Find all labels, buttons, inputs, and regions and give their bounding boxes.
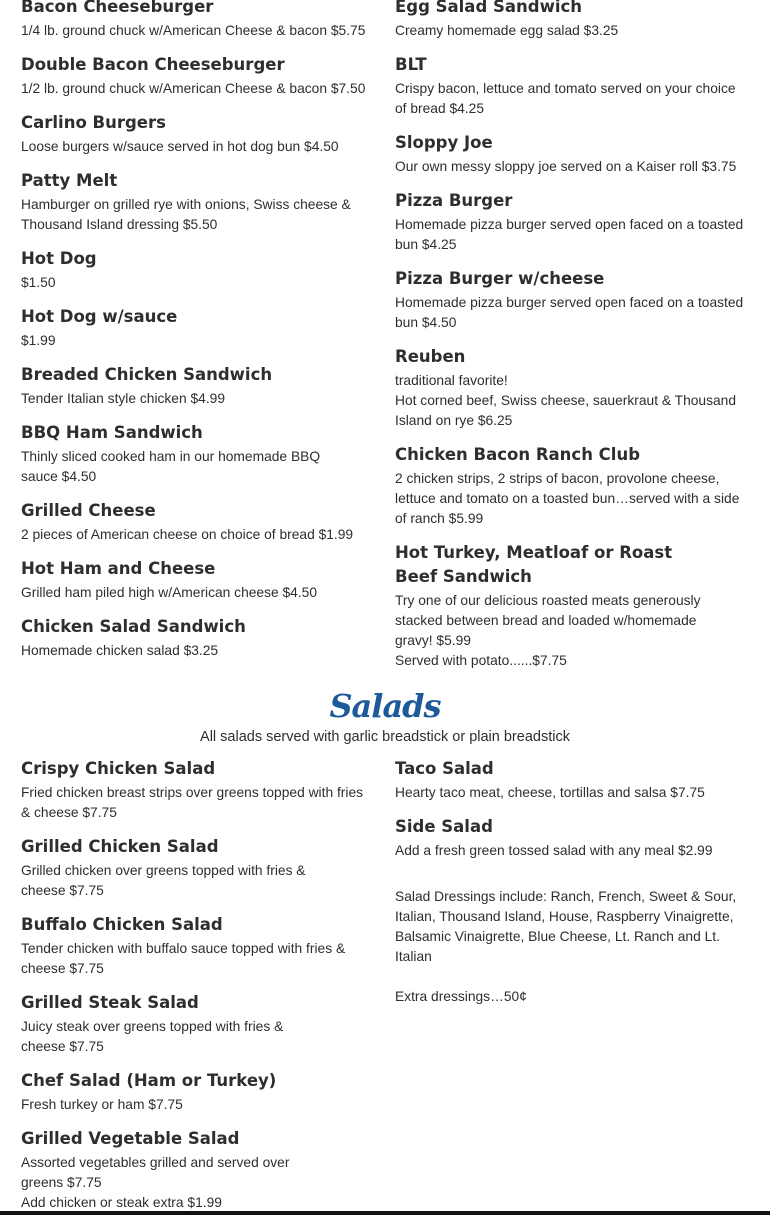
item-name: Breaded Chicken Sandwich	[21, 365, 273, 384]
item-name: Patty Melt	[21, 171, 118, 190]
item-name: BBQ Ham Sandwich	[21, 423, 203, 442]
menu-item	[21, 305, 381, 351]
menu-item	[21, 247, 381, 293]
menu-item	[21, 421, 381, 487]
item-description: Creamy homemade egg salad $3.25	[395, 23, 619, 38]
menu-item	[21, 363, 381, 409]
item-description: $1.50	[21, 275, 56, 290]
salad-dressings-note: Salad Dressings include: Ranch, French, Sweet & Sour, Italian, Thousand Island, House, Raspberry Vinaigrette, Balsamic Vinaigrette, Blue Cheese, Lt. Ranch and Lt. Italian	[395, 889, 737, 964]
item-description: Grilled chicken over greens topped with fries & cheese $7.75	[21, 863, 306, 898]
item-description: Crispy bacon, lettuce and tomato served on your choice of bread $4.25	[395, 81, 736, 116]
item-name: Grilled Vegetable Salad	[21, 1129, 240, 1148]
item-description: Juicy steak over greens topped with fries & cheese $7.75	[21, 1019, 284, 1054]
item-description: Tender chicken with buffalo sauce topped with fries & cheese $7.75	[21, 941, 346, 976]
item-name: Taco Salad	[395, 759, 494, 778]
item-name: Double Bacon Cheeseburger	[21, 55, 285, 74]
menu-item	[21, 0, 381, 41]
menu-item	[21, 499, 381, 545]
item-name: Chicken Bacon Ranch Club	[395, 445, 641, 464]
item-description: Fresh turkey or ham $7.75	[21, 1097, 183, 1112]
item-name: Hot Turkey, Meatloaf or Roast Beef Sandwich	[395, 543, 673, 586]
item-name: Crispy Chicken Salad	[21, 759, 216, 778]
item-description: $1.99	[21, 333, 56, 348]
menu-item	[395, 189, 755, 255]
menu-item	[21, 1069, 381, 1115]
item-description: 1/2 lb. ground chuck w/American Cheese & bacon $7.50	[21, 81, 366, 96]
item-description: Our own messy sloppy joe served on a Kaiser roll $3.75	[395, 159, 737, 174]
item-name: Grilled Chicken Salad	[21, 837, 219, 856]
menu-item	[21, 757, 381, 823]
item-name: Hot Dog	[21, 249, 97, 268]
menu-item	[395, 541, 701, 671]
item-name: BLT	[395, 55, 427, 74]
item-description: Hearty taco meat, cheese, tortillas and salsa $7.75	[395, 785, 705, 800]
menu-item	[21, 1127, 381, 1213]
item-description: Homemade pizza burger served open faced on a toasted bun $4.50	[395, 295, 744, 330]
item-name: Egg Salad Sandwich	[395, 0, 583, 16]
item-name: Grilled Cheese	[21, 501, 156, 520]
item-description: 2 pieces of American cheese on choice of bread $1.99	[21, 527, 354, 542]
item-description: Homemade pizza burger served open faced on a toasted bun $4.25	[395, 217, 744, 252]
menu-item	[21, 835, 381, 901]
item-description: Add a fresh green tossed salad with any meal $2.99	[395, 843, 713, 858]
item-name: Side Salad	[395, 817, 493, 836]
bottom-border	[0, 1211, 770, 1215]
item-name: Pizza Burger	[395, 191, 513, 210]
item-name: Chef Salad (Ham or Turkey)	[21, 1071, 277, 1090]
item-name: Chicken Salad Sandwich	[21, 617, 246, 636]
extra-dressings-note: Extra dressings…50¢	[395, 989, 527, 1004]
menu-item	[395, 131, 755, 177]
item-description: Fried chicken breast strips over greens topped with fries & cheese $7.75	[21, 785, 364, 820]
item-name: Pizza Burger w/cheese	[395, 269, 605, 288]
item-description: Grilled ham piled high w/American cheese $4.50	[21, 585, 318, 600]
menu-item	[395, 757, 755, 803]
item-name: Sloppy Joe	[395, 133, 493, 152]
item-name: Grilled Steak Salad	[21, 993, 199, 1012]
item-name: Hot Ham and Cheese	[21, 559, 216, 578]
item-name: Carlino Burgers	[21, 113, 166, 132]
menu-item	[395, 53, 755, 119]
menu-item	[395, 345, 755, 431]
menu-item	[395, 443, 755, 529]
salads-section-subtitle: All salads served with garlic breadstick or plain breadstick	[200, 729, 570, 745]
item-description: Assorted vegetables grilled and served over greens $7.75 Add chicken or steak extra $1.99	[21, 1155, 290, 1210]
item-description: 1/4 lb. ground chuck w/American Cheese & bacon $5.75	[21, 23, 366, 38]
item-description: traditional favorite! Hot corned beef, Swiss cheese, sauerkraut & Thousand Island on rye $6.25	[395, 373, 737, 428]
item-description: Loose burgers w/sauce served in hot dog bun $4.50	[21, 139, 339, 154]
menu-item	[395, 267, 755, 333]
item-description: Thinly sliced cooked ham in our homemade BBQ sauce $4.50	[21, 449, 321, 484]
menu-item	[395, 0, 755, 41]
item-name: Reuben	[395, 347, 466, 366]
item-description: Homemade chicken salad $3.25	[21, 643, 219, 658]
item-name: Buffalo Chicken Salad	[21, 915, 223, 934]
menu-item	[21, 111, 381, 157]
menu-item	[21, 557, 381, 603]
item-description: Tender Italian style chicken $4.99	[21, 391, 226, 406]
salads-section-title: Salads	[329, 687, 441, 725]
item-description: Try one of our delicious roasted meats generously stacked between bread and loaded w/homemade gravy! $5.99 Served with potato......$7.75	[395, 593, 701, 668]
menu-item	[395, 815, 755, 861]
item-name: Bacon Cheeseburger	[21, 0, 214, 16]
item-description: Hamburger on grilled rye with onions, Swiss cheese & Thousand Island dressing $5.50	[21, 197, 351, 232]
item-description: 2 chicken strips, 2 strips of bacon, provolone cheese, lettuce and tomato on a toasted bun…served with a side of ranch $5.99	[395, 471, 740, 526]
menu-item	[21, 615, 381, 661]
menu-item	[21, 169, 381, 235]
item-name: Hot Dog w/sauce	[21, 307, 178, 326]
menu-item	[21, 53, 381, 99]
menu-item	[21, 991, 381, 1057]
menu-item	[21, 913, 381, 979]
